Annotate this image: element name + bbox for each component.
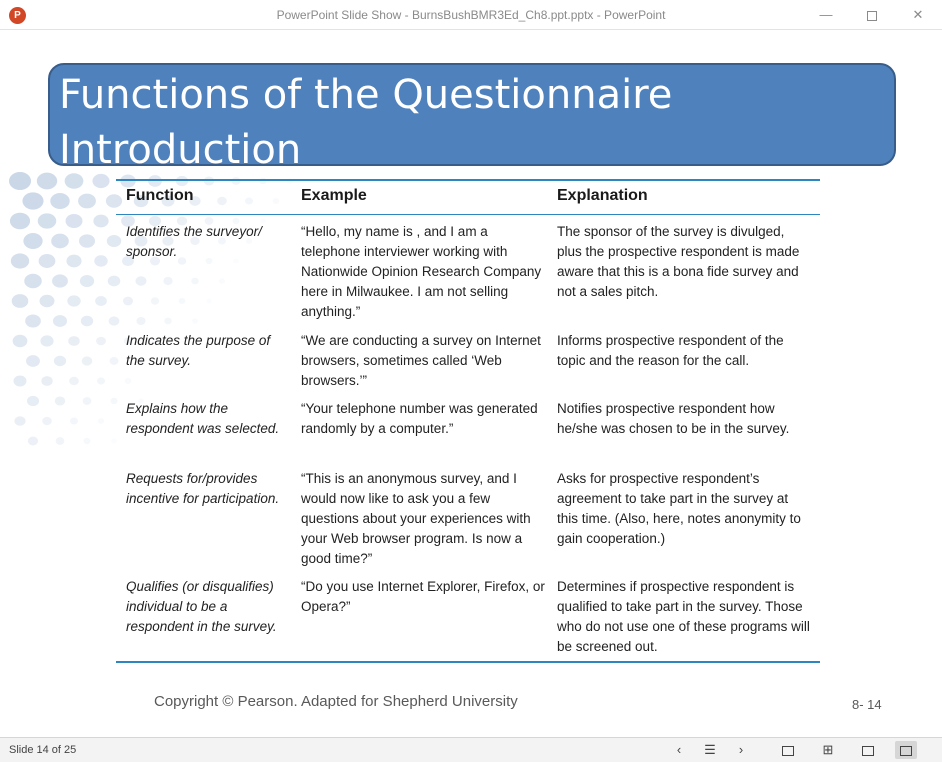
table-bottom-rule xyxy=(116,661,820,663)
decorative-dot xyxy=(9,172,31,190)
row-1-example: “Hello, my name is , and I am a telephone interviewer working with Nationwide Opinion Research Company here in Milwaukee. I am not selling anything.” xyxy=(301,224,542,319)
decorative-dot xyxy=(107,235,121,247)
decorative-dot xyxy=(96,337,106,346)
normal-view-icon xyxy=(782,746,794,756)
decorative-dot xyxy=(106,194,122,207)
decorative-dot xyxy=(111,438,116,443)
decorative-dot xyxy=(50,193,69,209)
decorative-dot xyxy=(109,316,120,325)
decorative-dot xyxy=(108,276,121,287)
decorative-dot xyxy=(273,198,279,204)
decorative-dot xyxy=(68,336,80,346)
slide-title-line-2: Introduction xyxy=(59,127,302,173)
decorative-dot xyxy=(14,416,25,426)
row-4-function: Requests for/provides incentive for participation. xyxy=(126,471,280,506)
slide-title xyxy=(59,68,672,178)
decorative-dot xyxy=(70,417,78,424)
slide-number: 8- 14 xyxy=(852,697,882,712)
title-placeholder xyxy=(48,63,896,173)
decorative-dot xyxy=(82,356,93,365)
decorative-dot xyxy=(38,213,57,228)
decorative-dot xyxy=(192,318,198,323)
decorative-dot xyxy=(179,298,186,304)
decorative-dot xyxy=(191,278,199,285)
decorative-dot xyxy=(26,355,40,367)
decorative-dot xyxy=(14,376,27,387)
slide-show-icon xyxy=(900,746,912,756)
window-title-bar xyxy=(0,0,942,30)
maximize-icon xyxy=(867,11,877,21)
decorative-dot xyxy=(206,299,211,304)
decorative-dot xyxy=(24,274,42,289)
decorative-dot xyxy=(83,438,90,444)
decorative-dot xyxy=(10,213,30,230)
row-3-function: Explains how the respondent was selected. xyxy=(126,401,280,436)
slide-sorter-button[interactable]: ⊞ xyxy=(822,742,834,757)
row-3-example: “Your telephone number was generated randomly by a computer.” xyxy=(301,401,538,436)
slide-menu-button[interactable]: ☰ xyxy=(704,742,716,757)
decorative-dot xyxy=(151,297,159,304)
decorative-dot xyxy=(25,314,41,327)
decorative-dot xyxy=(110,357,119,365)
slide-title-line-1: Functions of the Questionnaire xyxy=(59,72,673,118)
decorative-dot xyxy=(95,296,107,306)
decorative-dot xyxy=(55,396,65,405)
close-button[interactable]: ✕ xyxy=(912,7,924,22)
decorative-dot xyxy=(22,192,43,209)
decorative-dot xyxy=(39,254,56,268)
decorative-dot xyxy=(93,215,108,228)
maximize-button[interactable] xyxy=(858,4,886,26)
minimize-button[interactable]: — xyxy=(819,7,833,22)
decorative-dot xyxy=(28,437,38,446)
decorative-dot xyxy=(51,234,69,249)
decorative-dot xyxy=(12,294,29,308)
reading-view-icon xyxy=(862,746,874,756)
decorative-dot xyxy=(123,297,133,306)
decorative-dot xyxy=(53,315,67,327)
table-top-rule xyxy=(116,179,820,181)
decorative-dot xyxy=(217,197,227,205)
slide-show-button[interactable] xyxy=(895,741,917,759)
decorative-dot xyxy=(98,418,104,424)
normal-view-button[interactable] xyxy=(777,741,799,759)
row-4-explanation: Asks for prospective respondent’s agreement to take part in the survey at this time. (Also, here, notes anonymity to gain cooperation.) xyxy=(557,471,801,546)
decorative-dot xyxy=(219,278,225,284)
status-bar xyxy=(0,737,942,762)
copyright-footer: Copyright © Pearson. Adapted for Shepherd University xyxy=(154,693,518,710)
header-example: Example xyxy=(301,187,367,204)
decorative-dot xyxy=(94,255,107,266)
decorative-dot xyxy=(125,378,131,384)
row-5-function: Qualifies (or disqualifies) individual to be a respondent in the survey. xyxy=(126,579,277,634)
decorative-dot xyxy=(42,417,52,425)
table-header-rule xyxy=(116,214,820,215)
decorative-dot xyxy=(81,316,93,327)
decorative-dot xyxy=(78,194,96,209)
row-1-function: Identifies the surveyor/ sponsor. xyxy=(126,224,262,259)
decorative-dot xyxy=(40,295,55,308)
previous-slide-button[interactable]: ‹ xyxy=(676,742,682,757)
decorative-dot xyxy=(41,376,52,386)
decorative-dot xyxy=(13,335,28,347)
decorative-dot xyxy=(163,277,172,285)
row-5-explanation: Determines if prospective respondent is qualified to take part in the survey. Those who do not use one of these programs will be screened out. xyxy=(557,579,810,654)
decorative-dot xyxy=(54,356,66,366)
decorative-dot xyxy=(67,295,80,306)
decorative-dot xyxy=(245,197,253,204)
decorative-dot xyxy=(164,318,172,325)
decorative-dot xyxy=(66,255,81,268)
row-1-explanation: The sponsor of the survey is divulged, plus the prospective respondent is made aware that this is a bona fide survey and not a sales pitch. xyxy=(557,224,800,299)
decorative-dot xyxy=(69,377,79,385)
window-title: PowerPoint Slide Show - BurnsBushBMR3Ed_Ch8.ppt.pptx - PowerPoint xyxy=(276,8,666,22)
decorative-dot xyxy=(11,253,29,268)
decorative-dot xyxy=(80,275,94,287)
slide-canvas[interactable] xyxy=(0,31,942,737)
decorative-dot xyxy=(97,377,105,384)
decorative-dot xyxy=(56,437,65,445)
header-explanation: Explanation xyxy=(557,187,648,204)
decorative-dot xyxy=(110,398,117,404)
decorative-dot xyxy=(40,335,53,346)
decorative-dot xyxy=(136,276,147,285)
powerpoint-app-icon[interactable]: P xyxy=(9,7,26,24)
row-3-explanation: Notifies prospective respondent how he/she was chosen to be in the survey. xyxy=(557,401,790,436)
row-2-explanation: Informs prospective respondent of the topic and the reason for the call. xyxy=(557,333,784,368)
header-function: Function xyxy=(126,187,194,204)
decorative-dot xyxy=(23,233,42,249)
decorative-dot xyxy=(37,173,57,190)
row-2-example: “We are conducting a survey on Internet browsers, sometimes called ‘Web browsers.’” xyxy=(301,333,541,388)
slide-counter: Slide 14 of 25 xyxy=(9,744,77,756)
decorative-dot xyxy=(66,214,83,228)
decorative-dot xyxy=(27,396,39,406)
row-2-function: Indicates the purpose of the survey. xyxy=(126,333,271,368)
reading-view-button[interactable] xyxy=(857,741,879,759)
decorative-dot xyxy=(52,274,68,287)
decorative-dot xyxy=(83,397,92,405)
row-4-example: “This is an anonymous survey, and I would now like to ask you a few questions about your experiences with your Web browser program. Is now a good time?” xyxy=(301,471,531,566)
decorative-dot xyxy=(79,234,95,247)
row-5-example: “Do you use Internet Explorer, Firefox, or Opera?” xyxy=(301,579,545,614)
decorative-dot xyxy=(136,317,145,325)
next-slide-button[interactable]: › xyxy=(738,742,744,757)
